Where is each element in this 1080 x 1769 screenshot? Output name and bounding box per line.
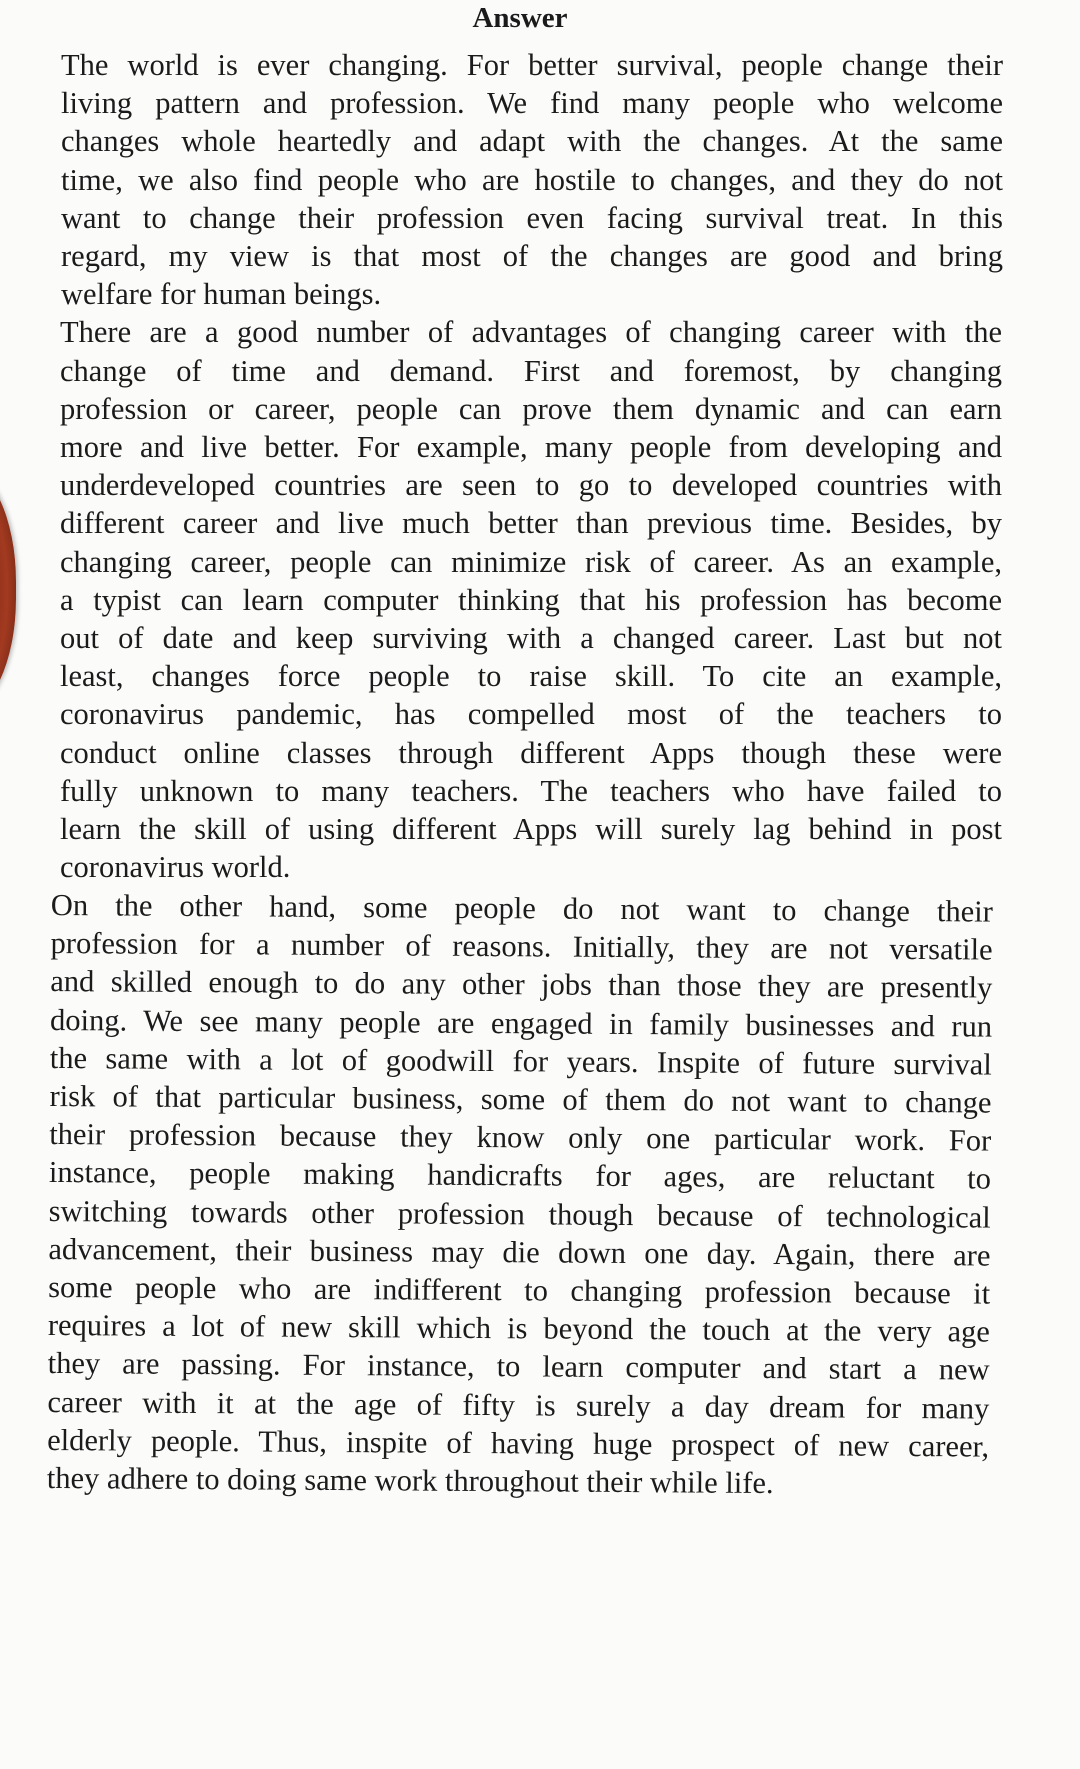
text-line: fully unknown to many teachers. The teachers who have failed to	[60, 773, 1002, 808]
text-line: they are passing. For instance, to learn computer and start a new	[47, 1346, 990, 1388]
text-line: coronavirus world.	[60, 850, 291, 885]
text-line: The world is ever changing. For better survival, people change their	[61, 48, 1003, 82]
page-heading: Answer	[472, 2, 568, 34]
paragraph-advantages	[60, 313, 1002, 886]
text-line: coronavirus pandemic, has compelled most of the teachers to	[60, 697, 1002, 732]
text-line: changing career, people can minimize risk of career. As an example,	[60, 544, 1002, 579]
text-line: some people who are indifferent to changing profession because it	[48, 1270, 991, 1312]
paragraph-intro	[61, 46, 1003, 313]
text-line: profession for a number of reasons. Initially, they are not versatile	[50, 926, 993, 968]
text-line: changes whole heartedly and adapt with the changes. At the same	[61, 124, 1003, 159]
text-line: profession or career, people can prove them dynamic and can earn	[60, 391, 1002, 426]
paragraph-other-hand	[47, 886, 993, 1504]
text-line: and skilled enough to do any other jobs than those they are presently	[50, 964, 993, 1006]
text-line: On the other hand, some people do not want to change their	[50, 888, 993, 930]
text-line: their profession because they know only one particular work. For	[49, 1117, 992, 1159]
text-line: underdeveloped countries are seen to go to developed countries with	[60, 468, 1002, 503]
text-line: want to change their profession even facing survival treat. In this	[61, 200, 1003, 235]
text-line: There are a good number of advantages of changing career with the	[60, 315, 1002, 350]
text-line: living pattern and profession. We find many people who welcome	[61, 86, 1003, 121]
text-line: requires a lot of new skill which is beyond the touch at the very age	[47, 1308, 991, 1350]
text-line: career with it at the age of fifty is surely a day dream for many	[47, 1385, 990, 1426]
text-line: a typist can learn computer thinking that his profession has become	[60, 582, 1002, 617]
text-line: change of time and demand. First and foremost, by changing	[60, 353, 1002, 388]
text-line: time, we also find people who are hostile to changes, and they do not	[61, 162, 1003, 197]
text-line: switching towards other profession though because of technological	[48, 1194, 991, 1235]
text-line: more and live better. For example, many people from developing and	[60, 430, 1002, 465]
text-line: out of date and keep surviving with a changed career. Last but not	[60, 621, 1002, 656]
text-line: the same with a lot of goodwill for years. Inspite of future survival	[49, 1041, 992, 1082]
text-line: elderly people. Thus, inspite of having huge prospect of new career,	[47, 1423, 990, 1464]
text-line: conduct online classes through different Apps though these were	[60, 735, 1002, 770]
text-line: they adhere to doing same work throughout their while life.	[46, 1461, 774, 1501]
text-line: least, changes force people to raise skill. To cite an example,	[60, 659, 1002, 694]
text-line: regard, my view is that most of the changes are good and bring	[61, 239, 1003, 274]
text-line: doing. We see many people are engaged in family businesses and run	[49, 1003, 993, 1044]
text-line: risk of that particular business, some of them do not want to change	[49, 1079, 992, 1121]
text-line: instance, people making handicrafts for ages, are reluctant to	[48, 1155, 992, 1197]
text-line: learn the skill of using different Apps will surely lag behind in post	[60, 812, 1002, 847]
text-line: different career and live much better than previous time. Besides, by	[60, 506, 1002, 541]
text-line: welfare for human beings.	[61, 277, 382, 312]
text-line: advancement, their business may die down one day. Again, there are	[48, 1232, 991, 1273]
page-edge-decoration	[0, 465, 16, 715]
answer-body	[46, 46, 1003, 1501]
